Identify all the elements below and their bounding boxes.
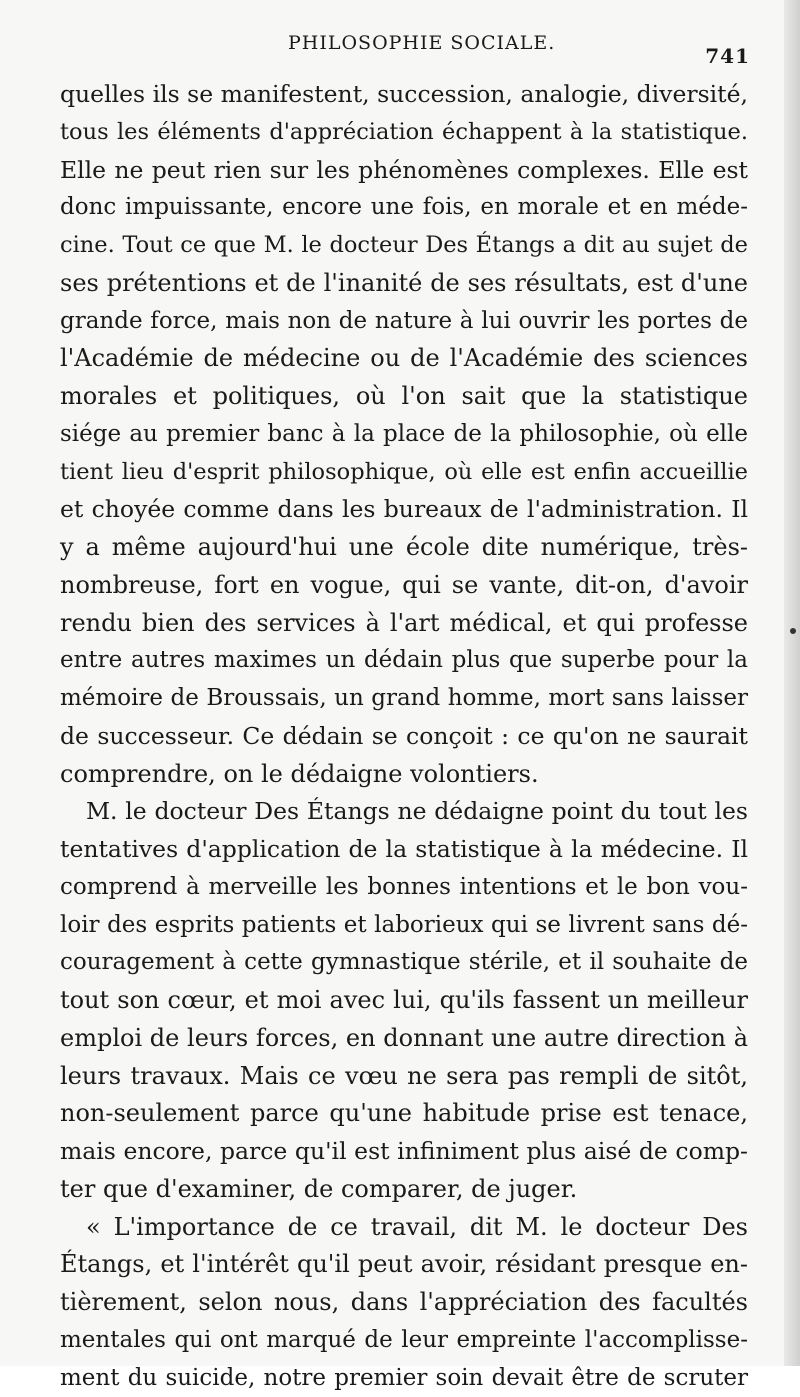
paragraph-end-line: ter que d'examiner, de comparer, de juger. (60, 1171, 748, 1209)
page-number: 741 (705, 44, 750, 68)
text-line: nombreuse, fort en vogue, qui se vante, dit-on, d'avoir (60, 567, 748, 605)
text-line: tient lieu d'esprit philosophique, où elle est enfin accueillie (60, 454, 748, 492)
text-line: tous les éléments d'appréciation échappent à la statistique. (60, 114, 748, 152)
text-line: quelles ils se manifestent, succession, analogie, diversité, (60, 76, 748, 114)
text-line: donc impuissante, encore une fois, en morale et en méde- (60, 189, 748, 227)
body-text (60, 76, 748, 1397)
text-line: grande force, mais non de nature à lui ouvrir les portes de (60, 303, 748, 341)
running-title: PHILOSOPHIE SOCIALE. (288, 32, 555, 54)
text-line: et choyée comme dans les bureaux de l'administration. Il (60, 491, 748, 529)
text-line: comprend à merveille les bonnes intentions et le bon vou- (60, 869, 748, 907)
text-line: tentatives d'application de la statistique à la médecine. Il (60, 831, 748, 869)
text-line: non-seulement parce qu'une habitude prise est tenace, (60, 1095, 748, 1133)
text-line: loir des esprits patients et laborieux qui se livrent sans dé- (60, 907, 748, 945)
text-line: de successeur. Ce dédain se conçoit : ce qu'on ne saurait (60, 718, 748, 756)
text-line: Étangs, et l'intérêt qu'il peut avoir, résidant presque en- (60, 1246, 748, 1284)
text-line: tièrement, selon nous, dans l'appréciation des facultés (60, 1284, 748, 1322)
text-line: siége au premier banc à la place de la philosophie, où elle (60, 416, 748, 454)
text-line: emploi de leurs forces, en donnant une autre direction à (60, 1020, 748, 1058)
page-edge-shadow (784, 0, 800, 1366)
text-line: couragement à cette gymnastique stérile, et il souhaite de (60, 944, 748, 982)
text-line: y a même aujourd'hui une école dite numérique, très- (60, 529, 748, 567)
text-line: mémoire de Broussais, un grand homme, mort sans laisser (60, 680, 748, 718)
text-line: mais encore, parce qu'il est infiniment plus aisé de comp- (60, 1133, 748, 1171)
text-line: l'Académie de médecine ou de l'Académie des sciences (60, 340, 748, 378)
text-line: tout son cœur, et moi avec lui, qu'ils fassent un meilleur (60, 982, 748, 1020)
text-line: cine. Tout ce que M. le docteur Des Étangs a dit au sujet de (60, 227, 748, 265)
text-line: leurs travaux. Mais ce vœu ne sera pas rempli de sitôt, (60, 1058, 748, 1096)
paragraph-end-line: comprendre, on le dédaigne volontiers. (60, 756, 748, 794)
text-line: ses prétentions et de l'inanité de ses résultats, est d'une (60, 265, 748, 303)
margin-ink-dot (790, 628, 796, 634)
text-line: morales et politiques, où l'on sait que la statistique (60, 378, 748, 416)
text-line: ment du suicide, notre premier soin devait être de scruter (60, 1360, 748, 1397)
text-line: mentales qui ont marqué de leur empreinte l'accomplisse- (60, 1322, 748, 1360)
paragraph-start-line: « L'importance de ce travail, dit M. le docteur Des (60, 1209, 748, 1247)
text-line: rendu bien des services à l'art médical, et qui professe (60, 605, 748, 643)
page-header (60, 30, 750, 64)
text-line: Elle ne peut rien sur les phénomènes complexes. Elle est (60, 152, 748, 190)
paragraph-start-line: M. le docteur Des Étangs ne dédaigne point du tout les (60, 793, 748, 831)
text-line: entre autres maximes un dédain plus que superbe pour la (60, 642, 748, 680)
